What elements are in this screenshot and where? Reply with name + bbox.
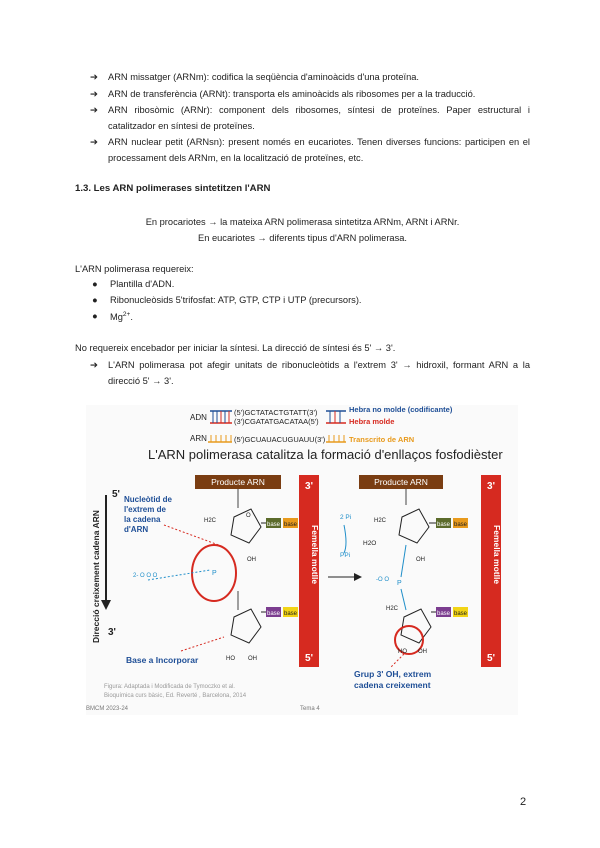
figure-title: L'ARN polimerasa catalitza la formació d'enllaços fosfodièster (148, 447, 503, 462)
adn-label: ADN (190, 413, 207, 422)
arrow-icon: ➔ (90, 105, 98, 115)
list-item: ➔ ARN nuclear petit (ARNsn): present només en eucariotes. Tenen diverses funcions: participen en el processament dels ARNm, en la localització de proteïnes, etc. (90, 137, 530, 163)
legend-template: Hebra molde (349, 417, 395, 426)
rna-polymerase-figure (86, 405, 518, 715)
phosphorus-atom: P (212, 570, 217, 577)
three-prime-label: 3' (108, 627, 116, 638)
seq-rna: (5')GCUAUACUGUAUU(3') (234, 435, 326, 444)
arn-label: ARN (190, 434, 207, 443)
caption-line-2: Bioquímica curs bàsic, Ed. Reverté , Barcelona, 2014 (104, 693, 247, 699)
base-label-right: base (436, 522, 451, 528)
template-three-prime: 3' (305, 481, 313, 492)
left-axis-label: Direcció creixement cadena ARN (91, 510, 101, 643)
h2o-label: H2O (363, 540, 377, 547)
oh-label-2: OH (248, 656, 257, 662)
template-label-right: Femella motlle (492, 525, 502, 585)
seq-top: (5')GCTATACTGTATT(3') (234, 408, 318, 417)
legend-noncoding: Hebra no molde (codificante) (349, 405, 453, 414)
arrow-icon: ➔ (90, 137, 98, 147)
arrow-icon: ➔ (90, 72, 98, 82)
h2c-label-right: H2C (374, 518, 387, 524)
oxygen-label: O (246, 513, 251, 519)
seq-bottom: (3')CGATATGACATAA(5') (234, 417, 319, 426)
incoming-pair-label: base (283, 611, 298, 617)
arrow-icon: ➔ (90, 88, 98, 99)
arrow-icon: ➔ (90, 360, 98, 370)
five-prime-label: 5' (112, 489, 120, 500)
new-pair-label: base (453, 611, 468, 617)
nucleotide-note: Nucleòtid de l'extrem de la cadena d'ARN (124, 495, 173, 534)
grup-oh-label: Grup 3' OH, extrem cadena creixement (354, 669, 432, 690)
no-primer-text: No requereix encebador per iniciar la síntesi. La direcció de síntesi és 5' → 3'. (75, 343, 396, 353)
rna-types-list (90, 70, 530, 167)
bullet-icon: ● (92, 311, 98, 321)
base-incorporate: Base a Incorporar (126, 655, 199, 665)
phosphate-group: 2- O O O (133, 573, 158, 579)
center-line: En eucariotes → diferents tipus d'ARN polimerasa. (198, 233, 407, 243)
list-item: ➔ ARN de transferència (ARNt): transporta els aminoàcids als ribosomes per a la traducció. (90, 87, 530, 103)
product-label: Producte ARN (211, 477, 265, 487)
ppi-label: PPi (340, 552, 351, 559)
oh-label-right: OH (416, 557, 425, 563)
bullet-icon: ● (92, 279, 98, 289)
sub-list (90, 358, 530, 390)
page-number: 2 (520, 796, 527, 808)
list-item: ➔ ARN missatger (ARNm): codifica la seqüència d'aminoàcids d'una proteïna. (90, 70, 530, 86)
center-line: En procariotes → la mateixa ARN polimerasa sintetitza ARNm, ARNt i ARNr. (145, 217, 460, 227)
phosphate-group-right: -O O (376, 577, 389, 583)
new-base-label: base (436, 611, 451, 617)
ho-label-right: HO (398, 649, 407, 655)
list-item: ➔ L'ARN polimerasa pot afegir unitats de ribonucleòtids a l'extrem 3' → hidroxil, formant ARN a la direcció 5' → 3'. (90, 360, 530, 386)
template-three-prime-right: 3' (487, 481, 495, 492)
footer-right: Tema 4 (300, 706, 320, 712)
list-item: ➔ ARN ribosòmic (ARNr): component dels ribosomes, síntesi de proteïnes. Paper estructural i catalitzador en síntesi de proteïnes. (90, 105, 530, 131)
template-five-prime: 5' (305, 653, 313, 664)
dna-ladder-icon (210, 411, 232, 423)
pair-base-label-right: base (453, 522, 468, 528)
bullet-icon: ● (92, 295, 98, 305)
h2c-label: H2C (204, 518, 217, 524)
h2c-label-right-2: H2C (386, 606, 399, 612)
legend-rna: Transcrito de ARN (349, 435, 415, 444)
document-page: ➔ ARN missatger (ARNm): codifica la seqüència d'aminoàcids d'una proteïna. ➔ ARN de transferència (ARNt): transporta els aminoàcids als ribosomes per a la traducció. ➔ ARN ribosòmic (ARNr): component dels ribosomes, síntesi de proteïnes. Paper estructural i catalitzador en síntesi de proteïnes. ➔ ARN nuclear petit (ARNsn): present només en eucariotes. Tenen diverses funcions: participen en el processament dels ARNm, en la localització de proteïnes, etc. 1.3. Les ARN polimerases sintetitzen l'ARN En procariotes → la mateixa ARN polimerasa sintetitza ARNm, ARNt i ARNr. En eucariotes → diferents tipus d'ARN polimerasa. L'ARN polimerasa requereix: ● Plantilla d'ADN. ● Ribonucleòsids 5'trifosfat: ATP, GTP, CTP i UTP (precursors). ● $Mg^{2+}$. No requereix encebador per iniciar la síntesi. La direcció de síntesi és 5' → 3'. ➔ L'ARN polimerasa pot afegir unitats de ribonucleòtids a l'extrem 3' → hidroxil, formant ARN a la direcció 5' → 3'. ADN (5')GCTATACTGTATT(3') (3')CGATATGACATAA(5') Hebra no molde (codificante) Hebra molde ARN (5')GCUAUACUGUAUU(3') Transcrito de ARN L'ARN polimerasa catalitza la formació d'enllaços fosfodièster Direcció creixement cadena ARN 5' 3' Producte ARN H2C O base base OH Nucleòtid de l'extrem de la cadena d'ARN 2- O O O P base base HO OH Base a Incorporar 3' Femella motlle 5' 2 Pi H2O PPi Producte ARN H2C base base OH P -O O H2C base base HO OH Grup 3' OH, extrem cadena creixement 3' Femella motlle 5' Figura: Adaptada i Modificada de Tymoczko et al. Bioquímica curs bàsic, Ed. Reverté , Barcelona, 2014 BMCM 2023-24 Tema 4 2 (75, 72, 530, 808)
phosphorus-atom-right: P (397, 580, 402, 587)
base-label: base (266, 522, 281, 528)
requires-intro: L'ARN polimerasa requereix: (75, 264, 194, 274)
product-label-right: Producte ARN (374, 477, 428, 487)
section-heading: 1.3. Les ARN polimerases sintetitzen l'ARN (75, 183, 271, 194)
oh-label-right-2: OH (418, 649, 427, 655)
template-label-left: Femella motlle (310, 525, 320, 585)
caption-line-1: Figura: Adaptada i Modificada de Tymoczko et al. (104, 684, 235, 690)
ho-label: HO (226, 656, 235, 662)
two-pi-label: 2 Pi (340, 514, 352, 521)
pair-base-label: base (283, 522, 298, 528)
template-five-prime-right: 5' (487, 653, 495, 664)
oh-label: OH (247, 557, 256, 563)
incoming-base-label: base (266, 611, 281, 617)
footer-left: BMCM 2023-24 (86, 706, 129, 712)
